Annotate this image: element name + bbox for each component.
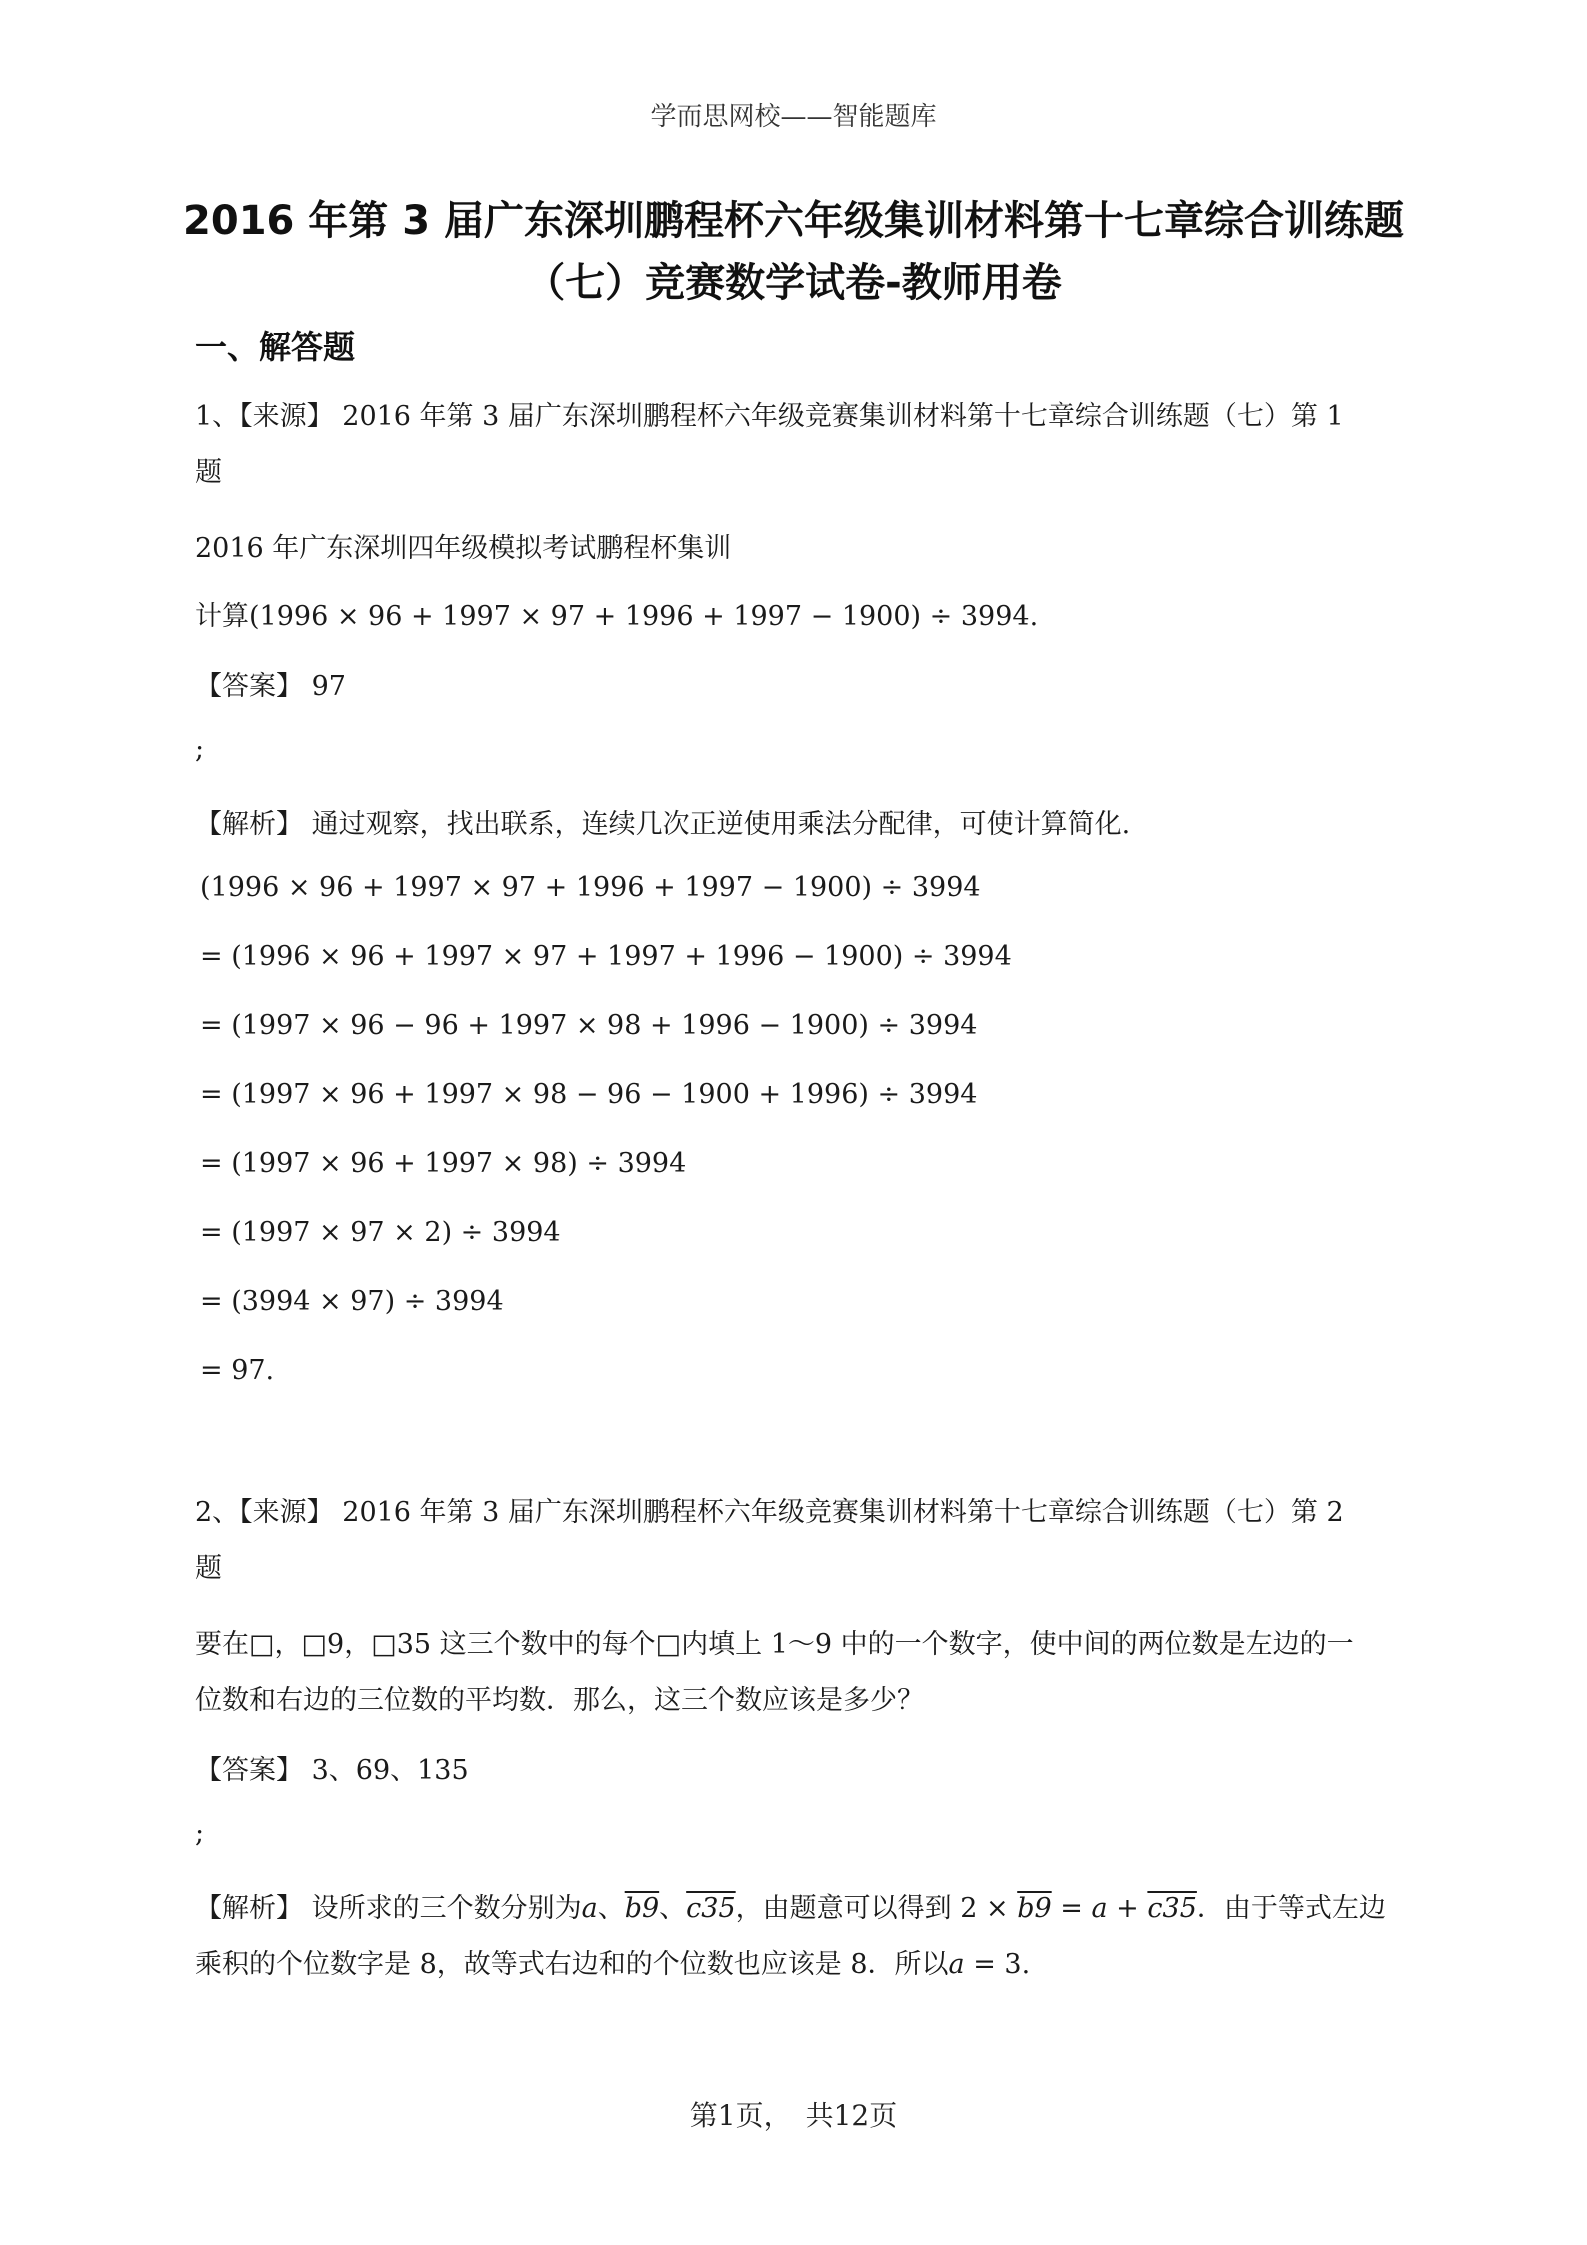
page-footer: 第1页， 共12页	[689, 2099, 898, 2132]
var-c35-overline: c35	[686, 1893, 736, 1924]
q1-source-cont: 题	[195, 457, 222, 488]
sep-2: 、	[659, 1893, 687, 1924]
q2-analysis-mid: ，由题意可以得到 2 ×	[735, 1893, 1018, 1924]
q1-step-5: = (1997 × 96 + 1997 × 98) ÷ 3994	[200, 1148, 687, 1179]
q1-source: 1、【来源】 2016 年第 3 届广东深圳鹏程杯六年级竞赛集训材料第十七章综合训练题（七）第 1	[195, 401, 1344, 432]
q1-step-3: = (1997 × 96 − 96 + 1997 × 98 + 1996 − 1900) ÷ 3994	[200, 1010, 978, 1041]
section-heading: 一、解答题	[195, 328, 356, 366]
title-line-1: 2016 年第 3 届广东深圳鹏程杯六年级集训材料第十七章综合训练题	[183, 198, 1404, 244]
var-b9-overline: b9	[624, 1893, 660, 1924]
eq-plus: +	[1107, 1893, 1148, 1924]
q1-answer: 【答案】 97	[195, 671, 346, 702]
q1-context: 2016 年广东深圳四年级模拟考试鹏程杯集训	[195, 533, 732, 564]
q1-analysis: 【解析】 通过观察，找出联系，连续几次正逆使用乘法分配律，可使计算简化.	[195, 809, 1131, 840]
q2-analysis-prefix: 【解析】 设所求的三个数分别为	[195, 1893, 582, 1924]
document-title	[0, 190, 1587, 314]
var-a: a	[581, 1893, 598, 1924]
q2-answer: 【答案】 3、69、135	[195, 1755, 469, 1786]
q1-step-2: = (1996 × 96 + 1997 × 97 + 1997 + 1996 − 1900) ÷ 3994	[200, 941, 1012, 972]
q1-step-4: = (1997 × 96 + 1997 × 98 − 96 − 1900 + 1996) ÷ 3994	[200, 1079, 978, 1110]
q2-analysis-line-2	[195, 1942, 1030, 1981]
q1-question: 计算(1996 × 96 + 1997 × 97 + 1996 + 1997 − 1900) ÷ 3994.	[195, 601, 1039, 632]
eq-a: a	[1091, 1893, 1108, 1924]
eq-b9-overline: b9	[1017, 1893, 1052, 1924]
q2-question-line-2: 位数和右边的三位数的平均数．那么，这三个数应该是多少？	[195, 1685, 924, 1716]
q1-step-6: = (1997 × 97 × 2) ÷ 3994	[200, 1217, 561, 1248]
q1-step-8: = 97.	[200, 1355, 275, 1386]
final-a: a	[948, 1949, 965, 1980]
title-line-2: （七）竞赛数学试卷-教师用卷	[525, 260, 1062, 306]
eq-equals: =	[1051, 1893, 1092, 1924]
q1-step-1: (1996 × 96 + 1997 × 97 + 1996 + 1997 − 1900) ÷ 3994	[200, 872, 981, 903]
q1-separator: ;	[195, 734, 205, 765]
q2-analysis-end: ．由于等式左边	[1196, 1893, 1386, 1924]
q2-question-line-1: 要在□，□9，□35 这三个数中的每个□内填上 1～9 中的一个数字，使中间的两位数是左边的一	[195, 1629, 1354, 1660]
eq-c35-overline: c35	[1147, 1893, 1197, 1924]
page-header: 学而思网校——智能题库	[650, 102, 937, 132]
q1-step-7: = (3994 × 97) ÷ 3994	[200, 1286, 504, 1317]
q2-source-cont: 题	[195, 1553, 222, 1584]
q2-source: 2、【来源】 2016 年第 3 届广东深圳鹏程杯六年级竞赛集训材料第十七章综合训练题（七）第 2	[195, 1497, 1344, 1528]
q2-separator: ;	[195, 1818, 205, 1849]
final-eq: = 3.	[964, 1949, 1031, 1980]
q2-analysis-line2-prefix: 乘积的个位数字是 8，故等式右边和的个位数也应该是 8．所以	[195, 1949, 949, 1980]
sep-1: 、	[597, 1893, 625, 1924]
q2-analysis-line-1	[195, 1886, 1386, 1925]
